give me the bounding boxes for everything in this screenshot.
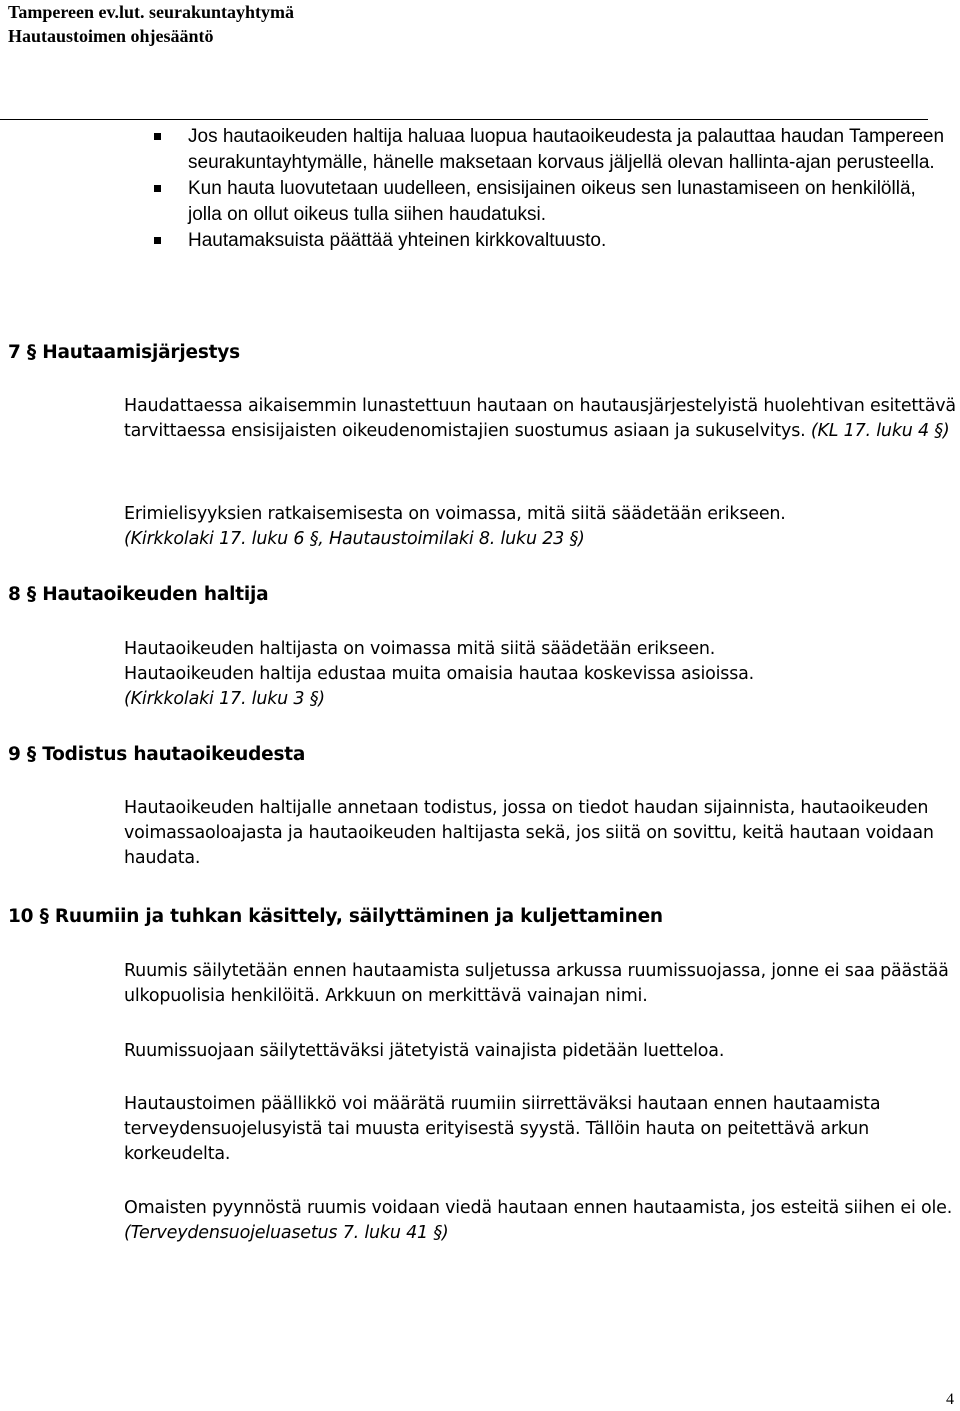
section-7-title: 7 § Hautaamisjärjestys [8, 342, 240, 363]
list-item [154, 228, 954, 254]
section-10-paragraph-4: Omaisten pyynnöstä ruumis voidaan viedä hautaan ennen hautaamista, jos esteitä siihen ei ole. (Terveydensuojeluasetus 7. luku 41 §) [124, 1198, 953, 1243]
section-8-paragraphs: Hautaoikeuden haltijasta on voimassa mitä siitä säädetään erikseen. Hautaoikeuden haltija edustaa muita omaisia hautaa koskevissa asioissa. (Kirkkolaki 17. luku 3 §) [124, 639, 755, 709]
document-title: Hautaustoimen ohjesääntö [8, 26, 214, 46]
square-bullet-icon [154, 133, 161, 140]
section-7-paragraph-2: Erimielisyyksien ratkaisemisesta on voimassa, mitä siitä säädetään erikseen. (Kirkkolaki 17. luku 6 §, Hautaustoimilaki 8. luku 23 §) [124, 504, 786, 549]
list-item [154, 176, 954, 228]
legal-reference: (Kirkkolaki 17. luku 3 §) [124, 689, 325, 709]
section-10-paragraph-2: Ruumissuojaan säilytettäväksi jätetyistä vainajista pidetään luetteloa. [124, 1041, 725, 1061]
bullet-text: Kun hauta luovutetaan uudelleen, ensisijainen oikeus sen lunastamiseen on henkilöllä, jolla on ollut oikeus tulla siihen haudatuksi. [188, 178, 916, 225]
legal-reference: (KL 17. luku 4 §) [810, 421, 950, 441]
section-10-title: 10 § Ruumiin ja tuhkan käsittely, säilyttäminen ja kuljettaminen [8, 906, 663, 927]
square-bullet-icon [154, 185, 161, 192]
square-bullet-icon [154, 237, 161, 244]
section-10-paragraph-1: Ruumis säilytetään ennen hautaamista suljetussa arkussa ruumissuojassa, jonne ei saa päästää ulkopuolisia henkilöitä. Arkkuun on merkittävä vainajan nimi. [124, 961, 949, 1006]
organization-name: Tampereen ev.lut. seurakuntayhtymä [8, 2, 295, 22]
section-10-paragraph-3: Hautaustoimen päällikkö voi määrätä ruumiin siirrettäväksi hautaan ennen hautaamista terveydensuojelusyistä tai muusta erityisestä syystä. Tällöin hauta on peitettävä arkun korkeudelta. [124, 1094, 881, 1164]
page-number: 4 [946, 1391, 954, 1408]
list-item [154, 124, 954, 176]
legal-reference: (Kirkkolaki 17. luku 6 §, Hautaustoimilaki 8. luku 23 §) [124, 529, 585, 549]
bullet-text: Hautamaksuista päättää yhteinen kirkkovaltuusto. [188, 230, 607, 251]
section-9-paragraph: Hautaoikeuden haltijalle annetaan todistus, jossa on tiedot haudan sijainnista, hautaoikeuden voimassaoloajasta ja hautaoikeuden haltijasta sekä, jos siitä on sovittu, keitä hautaan voidaan haudata. [124, 798, 934, 868]
header-divider [0, 119, 928, 120]
section-8-title: 8 § Hautaoikeuden haltija [8, 584, 269, 605]
bullet-list [154, 124, 954, 254]
section-7-paragraph-1: Haudattaessa aikaisemmin lunastettuun hautaan on hautausjärjestelyistä huolehtivan esitettävä tarvittaessa ensisijaisten oikeudenomistajien suostumus asiaan ja sukuselvitys. (KL 17. luku 4 §) [124, 396, 956, 441]
bullet-text: Jos hautaoikeuden haltija haluaa luopua hautaoikeudesta ja palauttaa haudan Tampereen seurakuntayhtymälle, hänelle maksetaan korvaus jäljellä olevan hallinta-ajan perusteella. [188, 126, 945, 173]
legal-reference: (Terveydensuojeluasetus 7. luku 41 §) [124, 1223, 449, 1243]
section-9-title: 9 § Todistus hautaoikeudesta [8, 744, 306, 765]
document-header [8, 0, 948, 48]
